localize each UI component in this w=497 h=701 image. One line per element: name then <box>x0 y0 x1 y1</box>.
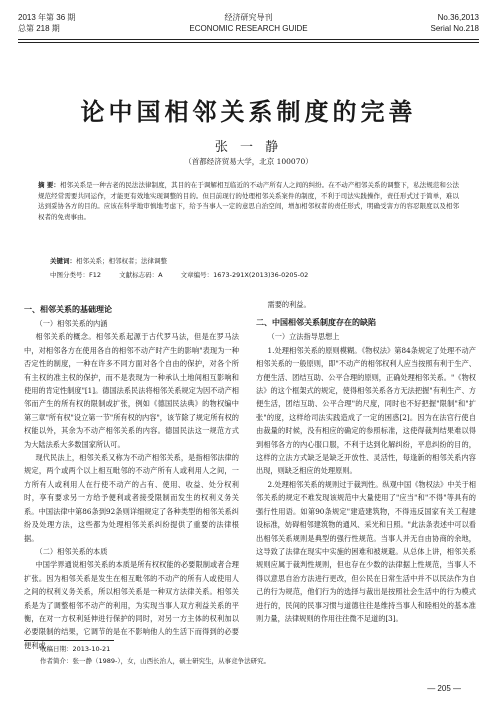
serial-number: Serial No.218 <box>430 24 479 33</box>
running-header <box>18 12 479 38</box>
paragraph: 1.处理相邻关系的原则模糊。《物权法》第84条规定了处理不动产相邻关系的一般原则，即"不动产的相邻权利人应当按照有利于生产、方便生活、团结互助、公平合理的原则，正确处理相邻关系。"《物权法》的这个框架式的规定，使得相邻关系各方无法把握"有利生产、方便生活，团结互助、公平合理"的尺度，同时也不好把握"限制"和"扩张"的度，这样给司法实践造成了一定的困惑[2]。因为在法官行使自由裁量的时候，没有相应的确定的参照标准，这使得裁判结果难以得到相邻各方的内心服口服，不利于达到化解纠纷，平息纠纷的目的，这样的立法方式缺乏是缺乏开放性、灵活性，每逢新的相邻关系内容出现，则缺乏相应的处理原则。 <box>256 345 476 476</box>
abstract <box>38 180 459 222</box>
paragraph: 相邻关系的概念。相邻关系起源于古代罗马法，但是在罗马法中，对相邻各方在使用各自的相邻不动产时产生的影响"表现为一种否定性的制度，一种在许多不同方面对各个自由的保护，对各个所有主权的准主权的保护，而不是表现为一种承认土地间相互影响和使用的肯定性制度"[1]。德国法系民法将相邻关系规定为因不动产相邻而产生的所有权的限制或扩张，例如《德国民法典》的物权编中第三章"所有权"设立第一节"所有权的内容"，该节除了规定所有权的权能以外，其余为不动产相邻关系的内容。德国民法这一规范方式为大陆法系大多数国家所认可。 <box>24 332 239 449</box>
footnote-rule <box>24 640 114 641</box>
paragraph: 需要的利益。 <box>267 300 311 309</box>
abstract-text: 相邻关系是一种古老的民法法律制度，其目的在于调解相互临近的不动产所有人之间的纠纷。在不动产相邻关系的调整下，私法规范和公法规范经常需要共同运作，才能更有效地实现调整的目的。但目前现行的处理相邻关系案件的制度，不利于司法实践操作，责任形式过于简单，难以达到妥协各方的目的。应该在科学地审慎地考虑下，给予当事人一定的意思自治空间，增加相邻权者的责任形式，明确受害方的容忍限度以及相邻权者的免责事由。 <box>38 181 460 221</box>
subsection-heading-1-2: （二）相邻关系的本质 <box>35 546 108 556</box>
footnote-author-bio: 作者简介：张一静（1989-），女，山西长治人，硕士研究生，从事竞争法研究。 <box>40 657 271 665</box>
right-column <box>256 298 476 625</box>
article-number: 文章编号：1673-291X(2013)36-0205-02 <box>180 271 309 279</box>
document-code: 文献标志码：A <box>119 271 163 279</box>
paragraph: 中国学界通说相邻关系的本质是所有权权能的必要限制或者合理扩张。因为相邻关系是发生在相互毗邻的不动产的所有人或使用人之间的权利义务关系，所以相邻关系是一种双方法律关系。相邻关系是为了调整相邻不动产的利用，为实现当事人双方利益关系的平衡，在对一方权利延伸进行保护的同时，对另一方主体的权利加以必要限制的结果，它调节的是在不影响他人的生活下而得到的必要便利或 <box>24 560 239 650</box>
keywords-text: 相邻关系；相邻权者；法律调整 <box>76 257 167 265</box>
abstract-label: 摘 要： <box>38 181 60 189</box>
section-heading-1: 一、相邻关系的基础理论 <box>24 305 112 314</box>
section-heading-2: 二、中国相邻关系制度存在的缺陷 <box>256 318 376 328</box>
paragraph: 2.处理相邻关系的规则过于裁判性。纵观中国《物权法》中关于相邻关系的规定不难发现该规范中大量使用了"应当"和"不得"等具有的强行性用语。如第90条规定"建造建筑物，不得违反国家有关工程建设标准，妨碍相邻建筑物的通风、采光和日照。"此法条表述中可以看出相邻关系规则是典型的强行性规范。当事人并无自由协商的余地，这导致了法律在现实中实施的困难和被规避。从总体上讲，相邻关系规则应属于裁判性规则，但也存在少数的法律据上性规范，当事人不得以意思自治方法进行更改，但公民在日常生活中并不以民法作为自己的行为规范，他们行为的选择与裁出是按照社会生活中的行为模式进行的，民间的民事习惯与道德往往是维持当事人和睦相处的基本准则力量，法律规则的作用往往微不足道的[3]。 <box>256 479 476 623</box>
keywords-label: 关键词： <box>50 257 76 265</box>
left-column <box>24 298 239 652</box>
clc-number: 中图分类号：F12 <box>50 271 102 279</box>
keywords <box>50 256 459 266</box>
author-name: 张 一 静 <box>214 140 283 155</box>
classification-meta <box>50 270 459 280</box>
year-issue: 2013 年第 36 期 <box>18 13 76 22</box>
subsection-heading-2-1: （一）立法指导思想上 <box>267 332 340 342</box>
footnote-received: 收稿日期：2013-10-21 <box>40 645 111 653</box>
issue-number: No.36,2013 <box>437 13 479 22</box>
article-title: 论中国相邻关系制度的完善 <box>80 98 417 126</box>
header-rule-thick <box>18 39 479 40</box>
header-rule-thin <box>18 42 479 43</box>
journal-name-en: ECONOMIC RESEARCH GUIDE <box>189 24 308 33</box>
page-number: — 205 — <box>427 684 461 693</box>
subsection-heading-1-1: （一）相邻关系的内涵 <box>35 319 108 328</box>
header-center <box>18 12 479 34</box>
journal-name-cn: 经济研究导刊 <box>224 13 273 22</box>
author-affiliation: （首都经济贸易大学，北京 100070） <box>184 157 313 166</box>
paragraph: 现代民法上，相邻关系又称为不动产相邻关系，是指相邻法律的规定，两个或两个以上相互毗邻的不动产所有人或利用人之间，一方所有人或利用人在行使不动产的占有、使用、收益、处分权利时，享有要求另一方给予便利或者接受限制而发生的权利义务关系。中国法律中第86条到92条则详细规定了各种类型的相邻关系纠纷及处理方法，这些都为处理相邻关系纠纷提供了重要的法律根据。 <box>24 453 239 543</box>
header-right <box>431 12 479 34</box>
total-issue: 总第 218 期 <box>18 24 60 33</box>
